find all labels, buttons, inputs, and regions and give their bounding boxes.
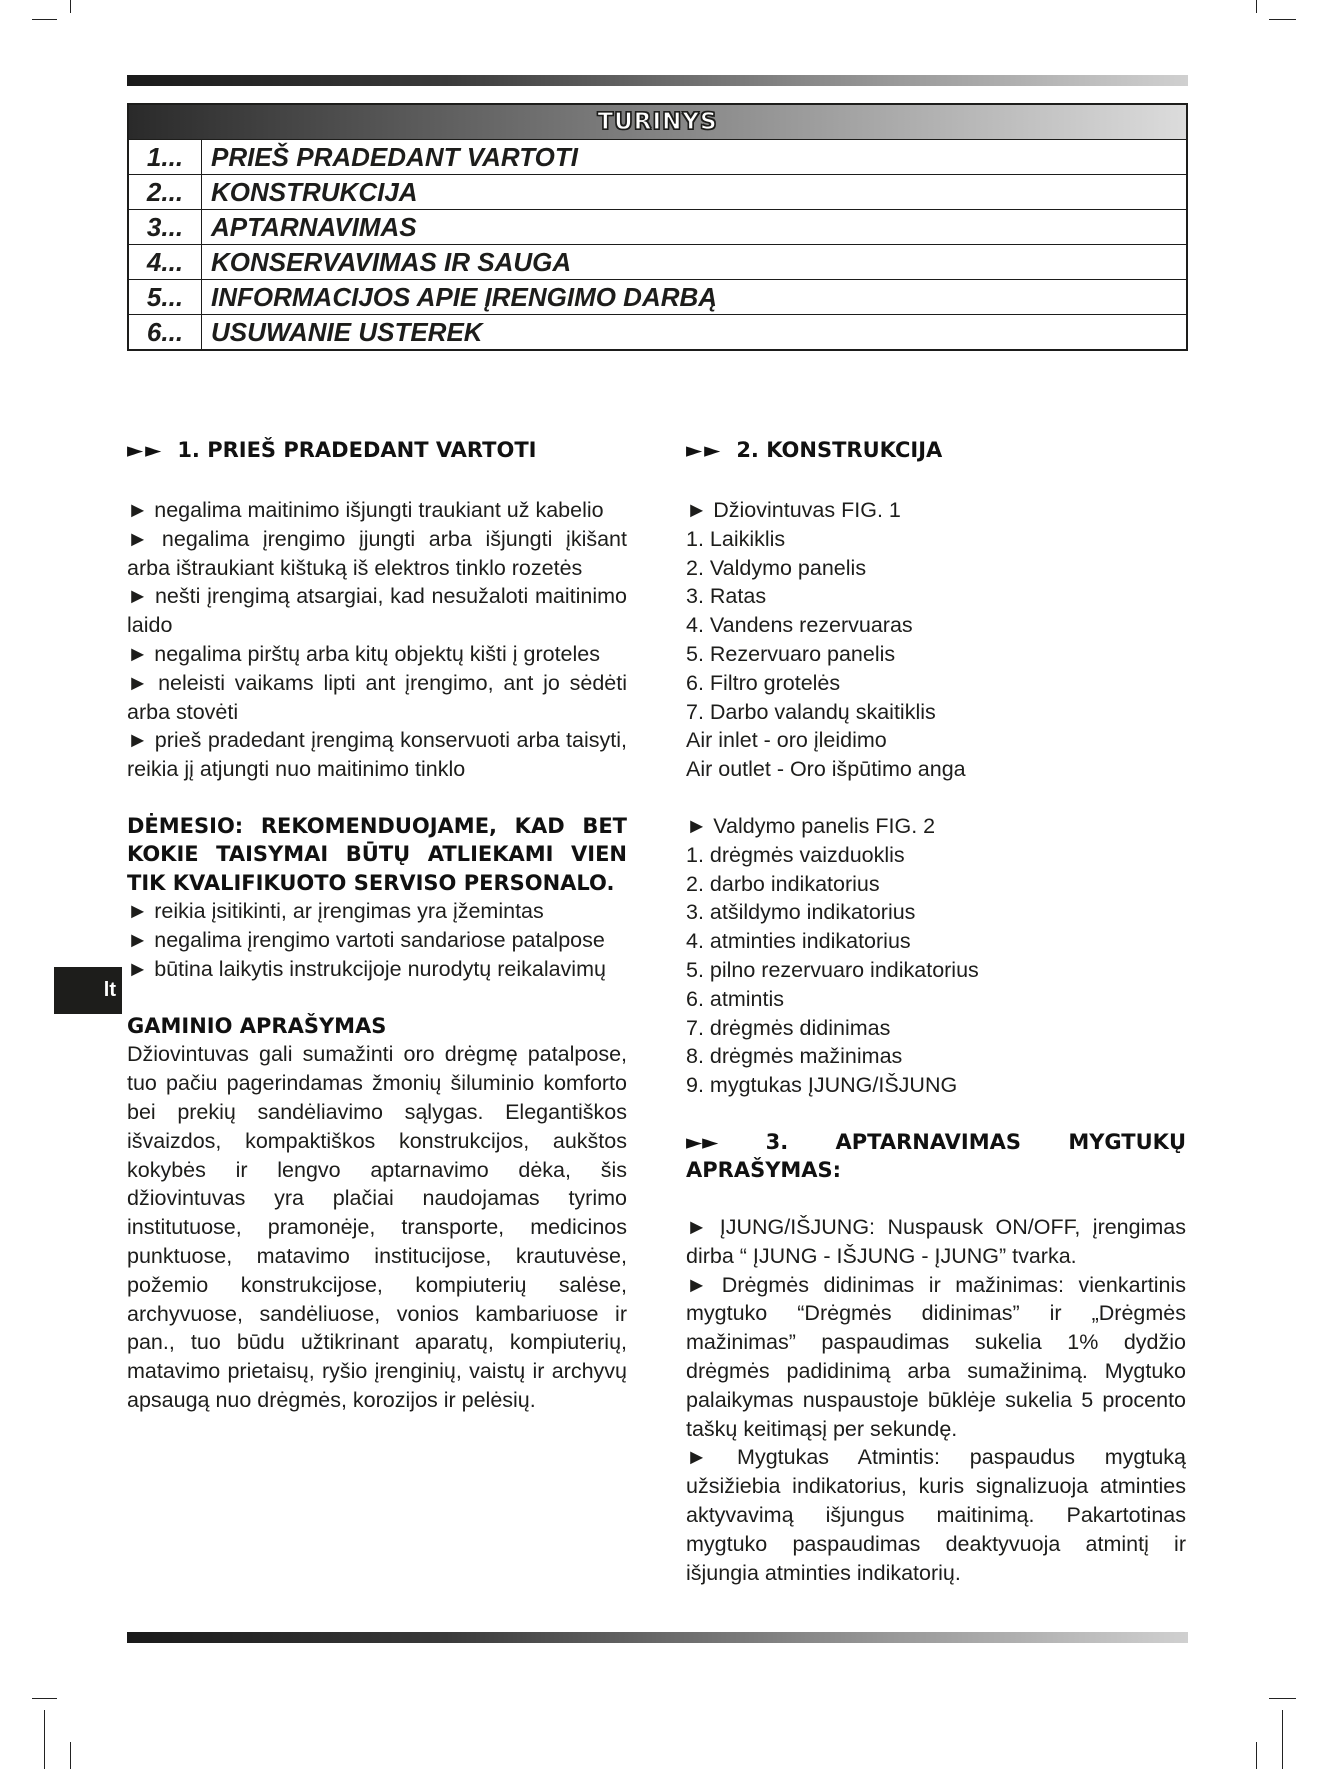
- section-arrows: ►►: [127, 438, 164, 462]
- crop-mark: [44, 1710, 45, 1769]
- top-gradient-bar: [127, 75, 1188, 86]
- instruction-item: ► būtina laikytis instrukcijoje nurodytų reikalavimų: [127, 957, 606, 982]
- figure-2-item: 3. atšildymo indikatorius: [686, 900, 916, 925]
- instruction-item: ► negalima maitinimo išjungti traukiant už kabelio: [127, 498, 604, 522]
- button-description: ► Mygtukas Atmintis: paspaudus mygtuką užsižiebia indikatorius, kuris signalizuoja atminties aktyvavimą išjungus maitinimą. Pakartotinas mygtuko paspaudimas deaktyvuoja atmintį ir išjungia atminties indikatorių.: [686, 1445, 1186, 1585]
- instruction-item: ► reikia įsitikinti, ar įrengimas yra įžemintas: [127, 899, 544, 924]
- crop-mark: [1269, 1698, 1296, 1699]
- figure-1-item: 7. Darbo valandų skaitiklis: [686, 699, 936, 724]
- figure-1-item: Air inlet - oro įleidimo: [686, 728, 887, 753]
- crop-mark: [1269, 19, 1296, 20]
- toc-number: 6...: [128, 315, 202, 351]
- toc-header: [128, 104, 1187, 140]
- toc-number: 4...: [128, 245, 202, 280]
- language-tab: lt: [54, 967, 122, 1014]
- section-1-heading: [127, 436, 627, 464]
- figure-2-item: 5. pilno rezervuaro indikatorius: [686, 957, 979, 982]
- figure-1-item: 6. Filtro grotelės: [686, 670, 841, 695]
- instruction-item: ► negalima pirštų arba kitų objektų kišti į groteles: [127, 641, 600, 666]
- section-arrows: ►►: [686, 438, 723, 462]
- bottom-gradient-bar: [127, 1632, 1188, 1643]
- button-description: ► ĮJUNG/IŠJUNG: Nuspausk ON/OFF, įrengimas dirba “ ĮJUNG - IŠJUNG - ĮJUNG” tvarka.: [686, 1214, 1186, 1268]
- toc-label: USUWANIE USTEREK: [202, 315, 1188, 351]
- figure-2-item: 7. drėgmės didinimas: [686, 1015, 891, 1040]
- table-of-contents: [127, 103, 1188, 351]
- crop-mark: [1256, 1742, 1257, 1769]
- button-description: ► Drėgmės didinimas ir mažinimas: vienkartinis mygtuko “Drėgmės didinimas” ir „Drėgmės mažinimas” paspaudimas sukelia 1% dydžio drėgmės padidinimą arba sumažinimą. Mygtuko palaikymas nuspaustoje būklėje sukelia 5 procento taškų keitimąsį per sekundę.: [686, 1272, 1186, 1441]
- toc-number: 3...: [128, 210, 202, 245]
- toc-row: [128, 245, 1187, 280]
- figure-2-item: 1. drėgmės vaizduoklis: [686, 842, 905, 867]
- toc-label: KONSTRUKCIJA: [202, 175, 1188, 210]
- figure-1-item: 1. Laikiklis: [686, 526, 786, 551]
- toc-number: 2...: [128, 175, 202, 210]
- toc-row: [128, 280, 1187, 315]
- figure-2-item: 8. drėgmės mažinimas: [686, 1044, 903, 1069]
- figure-2-item: 6. atmintis: [686, 986, 784, 1011]
- crop-mark: [32, 19, 57, 20]
- crop-mark: [1282, 1710, 1283, 1769]
- figure-1-title: ► Džiovintuvas FIG. 1: [686, 498, 901, 522]
- crop-mark: [1256, 0, 1257, 13]
- warning-text: DĖMESIO: REKOMENDUOJAME, KAD BET KOKIE TAISYMAI BŪTŲ ATLIEKAMI VIEN TIK KVALIFIKUOTO SERVISO PERSONALO.: [127, 813, 627, 895]
- figure-2-title: ► Valdymo panelis FIG. 2: [686, 813, 936, 838]
- toc-number: 5...: [128, 280, 202, 315]
- crop-mark: [70, 0, 71, 13]
- instruction-item: ► negalima įrengimo vartoti sandariose patalpose: [127, 928, 605, 953]
- toc-label: PRIEŠ PRADEDANT VARTOTI: [202, 140, 1188, 175]
- toc-label: KONSERVAVIMAS IR SAUGA: [202, 245, 1188, 280]
- figure-1-item: Air outlet - Oro išpūtimo anga: [686, 757, 966, 782]
- toc-label: INFORMACIJOS APIE ĮRENGIMO DARBĄ: [202, 280, 1188, 315]
- figure-1-item: 3. Ratas: [686, 584, 767, 609]
- figure-1-item: 2. Valdymo panelis: [686, 555, 867, 580]
- toc-row: [128, 210, 1187, 245]
- instruction-item: ► nešti įrengimą atsargiai, kad nesužaloti maitinimo laido: [127, 584, 627, 638]
- instruction-item: ► prieš pradedant įrengimą konservuoti arba taisyti, reikia jį atjungti nuo maitinimo tinklo: [127, 728, 627, 782]
- product-description-text: Džiovintuvas gali sumažinti oro drėgmę patalpose, tuo pačiu pagerindamas žmonių šiluminio komforto bei prekių sandėliavimo sąlygas. Elegantiškos išvaizdos, kompaktiškos konstrukcijos, aukštos kokybės ir lengvo aptarnavimo dėka, šis džiovintuvas yra plačiai naudojamas tyrimo institutuose, pramonėje, transporte, medicinos punktuose, matavimo institucijose, krautuvėse, požemio konstrukcijose, kompiuterių salėse, archyvuose, sandėliuose, vonios kambariuose ir pan., tuo būdu užtikrinant aparatų, kompiuterių, matavimo prietaisų, ryšio įrenginių, vaistų ir archyvų apsaugą nuo drėgmės, korozijos ir pelėsių.: [127, 1042, 627, 1412]
- figure-2-item: 9. mygtukas ĮJUNG/IŠJUNG: [686, 1073, 958, 1098]
- toc-row: [128, 140, 1187, 175]
- instruction-item: ► negalima įrengimo įjungti arba išjungti įkišant arba ištraukiant kištuką iš elektros tinklo rozetės: [127, 526, 627, 580]
- toc-number: 1...: [128, 140, 202, 175]
- figure-1-item: 5. Rezervuaro panelis: [686, 641, 896, 666]
- toc-row: [128, 175, 1187, 210]
- toc-label: APTARNAVIMAS: [202, 210, 1188, 245]
- figure-2-item: 4. atminties indikatorius: [686, 929, 911, 954]
- section-1-title: 1. PRIEŠ PRADEDANT VARTOTI: [177, 438, 537, 462]
- section-2-title: 2. KONSTRUKCIJA: [736, 438, 943, 462]
- instruction-item: ► neleisti vaikams lipti ant įrengimo, ant jo sėdėti arba stovėti: [127, 670, 627, 724]
- toc-row: [128, 315, 1187, 351]
- section-3-heading: ►► 3. APTARNAVIMAS MYGTUKŲ APRAŠYMAS:: [686, 1129, 1186, 1183]
- section-2-heading: [686, 436, 1186, 464]
- product-description-title: GAMINIO APRAŠYMAS: [127, 1013, 387, 1038]
- right-column: [686, 436, 1186, 1587]
- figure-1-item: 4. Vandens rezervuaras: [686, 613, 913, 638]
- crop-mark: [32, 1698, 57, 1699]
- toc-title: TURINYS: [597, 109, 718, 135]
- figure-2-item: 2. darbo indikatorius: [686, 871, 880, 896]
- crop-mark: [70, 1742, 71, 1769]
- left-column: [127, 436, 627, 1415]
